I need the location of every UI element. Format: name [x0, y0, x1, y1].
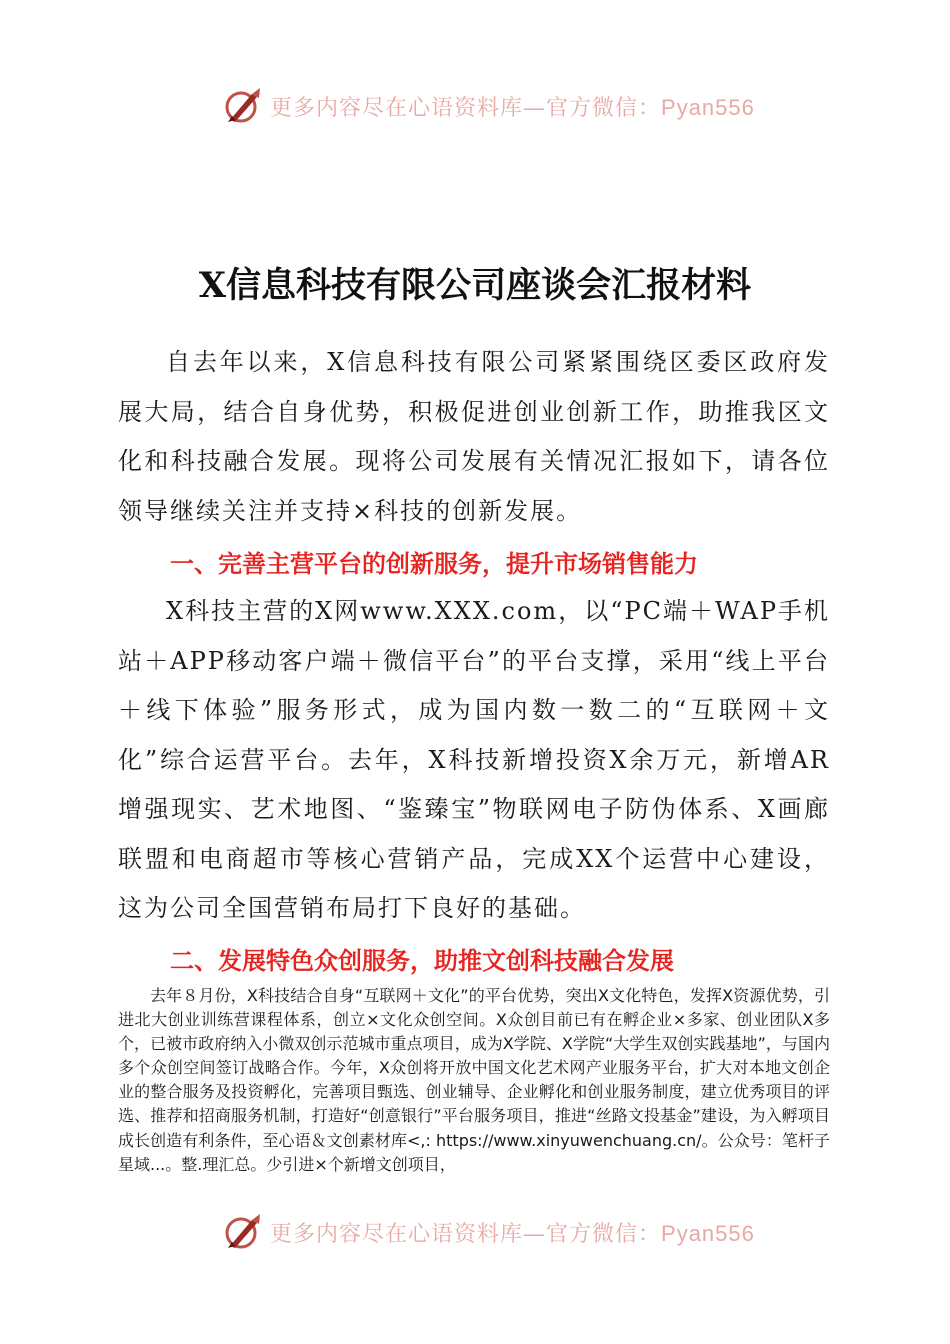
section-1-paragraph: X科技主营的X网www.XXX.com，以“PC端＋WAP手机站＋APP移动客户端＋微信平台”的平台支撑，采用“线上平台＋线下体验”服务形式，成为国内数一数二的“互联网＋文化”综合运营平台。去年，X科技新增投资X余万元，新增AR增强现实、艺术地图、“鉴臻宝”物联网电子防伪体系、X画廊联盟和电商超市等核心营销产品，完成XX个运营中心建设，这为公司全国营销布局打下良好的基础。 [118, 597, 830, 922]
watermark-text: 更多内容尽在心语资料库—官方微信：Pyan556 [270, 1220, 755, 1247]
watermark-header [222, 86, 755, 126]
pen-logo-icon [222, 86, 264, 126]
section-heading-1: 一、完善主营平台的创新服务，提升市场销售能力 [170, 550, 698, 578]
section-2-paragraph: 去年８月份，X科技结合自身“互联网＋文化”的平台优势，突出X文化特色，发挥X资源优势，引进北大创业训练营课程体系，创立×文化众创空间。X众创目前已有在孵企业×多家、创业团队X多个，已被市政府纳入小微双创示范城市重点项目，成为X学院、X学院“大学生双创实践基地”，与国内多个众创空间签订战略合作。今年，X众创将开放中国文化艺术网产业服务平台，扩大对本地文创企业的整合服务及投资孵化，完善项目甄选、创业辅导、企业孵化和创业服务制度，建立优秀项目的评选、推荐和招商服务机制，打造好“创意银行”平台服务项目，推进“丝路文投基金”建设，为入孵项目成长创造有利条件，至心语＆文创素材库<,: https://www.xinyuwenchuang.cn/。公众号：笔杆子星域...。整.理汇总。少引进×个新增文创项目， [118, 986, 830, 1174]
watermark-text: 更多内容尽在心语资料库—官方微信：Pyan556 [270, 94, 755, 121]
pen-logo-icon [222, 1212, 264, 1252]
watermark-footer [222, 1212, 755, 1252]
section-heading-2: 二、发展特色众创服务，助推文创科技融合发展 [170, 947, 674, 975]
document-title: X信息科技有限公司座谈会汇报材料 [198, 265, 752, 306]
intro-paragraph: 自去年以来，X信息科技有限公司紧紧围绕区委区政府发展大局，结合自身优势，积极促进创业创新工作，助推我区文化和科技融合发展。现将公司发展有关情况汇报如下，请各位领导继续关注并支持×科技的创新发展。 [118, 348, 830, 525]
